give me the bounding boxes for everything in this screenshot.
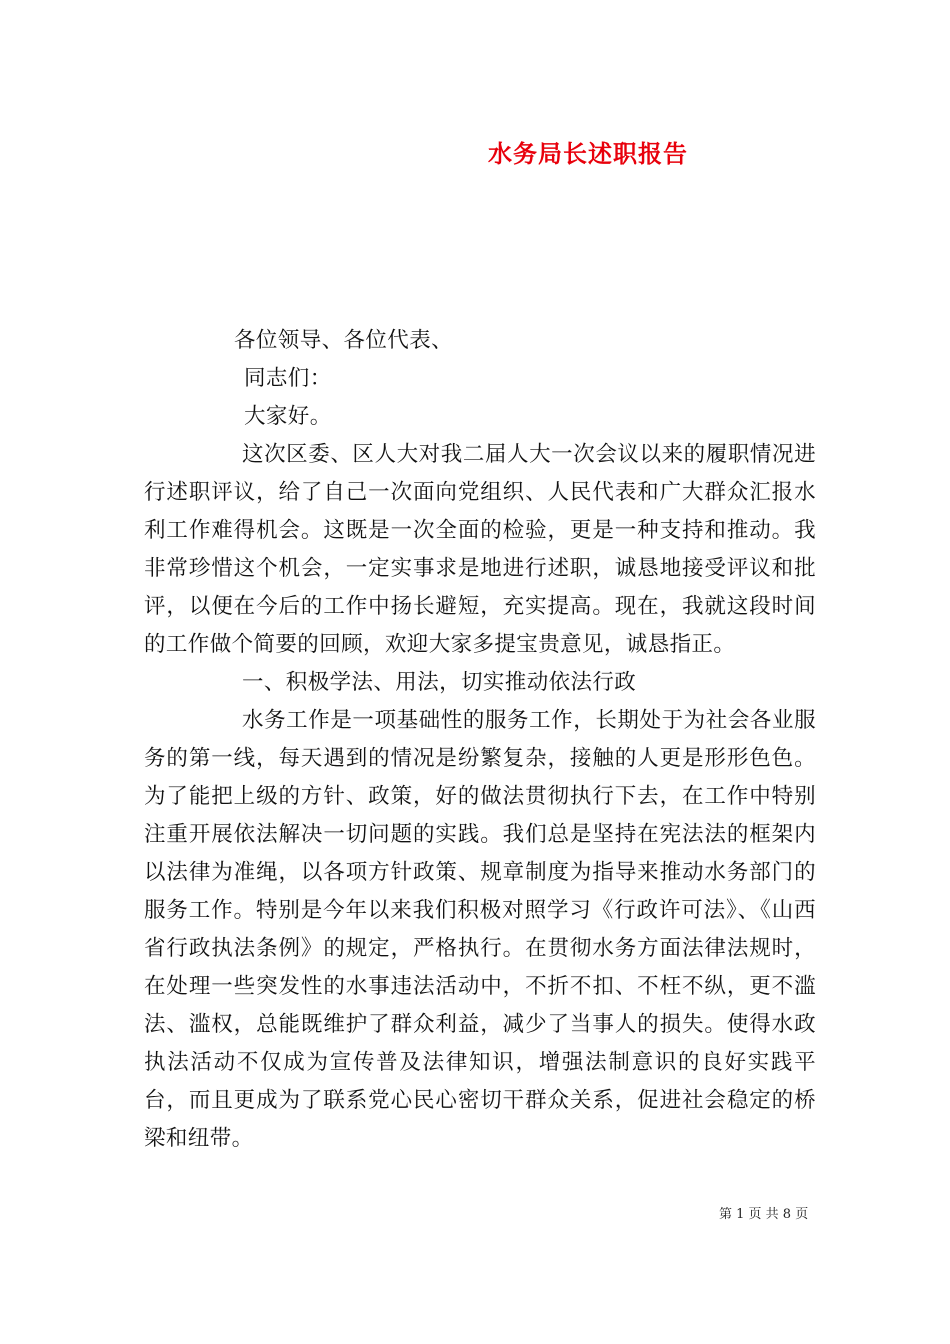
paragraph-intro: 这次区委、区人大对我二届人大一次会议以来的履职情况进行述职评议，给了自己一次面向党组织、人民代表和广大群众汇报水利工作难得机会。这既是一次全面的检验，更是一种支持和推动。我非常珍惜这个机会，一定实事求是地进行述职，诚恳地接受评议和批评，以便在今后的工作中扬长避短，充实提高。现在，我就这段时间的工作做个简要的回顾，欢迎大家多提宝贵意见，诚恳指正。 xyxy=(144,442,816,657)
paragraph-section-1: 水务工作是一项基础性的服务工作，长期处于为社会各业服务的第一线，每天遇到的情况是纷繁复杂，接触的人更是形形色色。为了能把上级的方针、政策，好的做法贯彻执行下去，在工作中特别注重开展依法解决一切问题的实践。我们总是坚持在宪法法的框架内以法律为准绳，以各项方针政策、规章制度为指导来推动水务部门的服务工作。特别是今年以来我们积极对照学习《行政许可法》、《山西省行政执法条例》的规定，严格执行。在贯彻水务方面法律法规时，在处理一些突发性的水事违法活动中，不折不扣、不枉不纵，更不滥法、滥权，总能既维护了群众利益，减少了当事人的损失。使得水政执法活动不仅成为宣传普及法律知识，增强法制意识的良好实践平台，而且更成为了联系党心民心密切干群众关系，促进社会稳定的桥梁和纽带。 xyxy=(144,708,816,1151)
document-body xyxy=(144,322,816,1158)
page-number-footer: 第 1 页 共 8 页 xyxy=(719,1207,809,1222)
section-heading-1: 一、积极学法、用法，切实推动依法行政 xyxy=(242,670,637,695)
salutation-leaders: 各位领导、各位代表、 xyxy=(234,328,454,353)
salutation-comrades: 同志们： xyxy=(244,366,332,391)
greeting: 大家好。 xyxy=(244,404,332,429)
document-title: 水务局长述职报告 xyxy=(488,139,688,168)
